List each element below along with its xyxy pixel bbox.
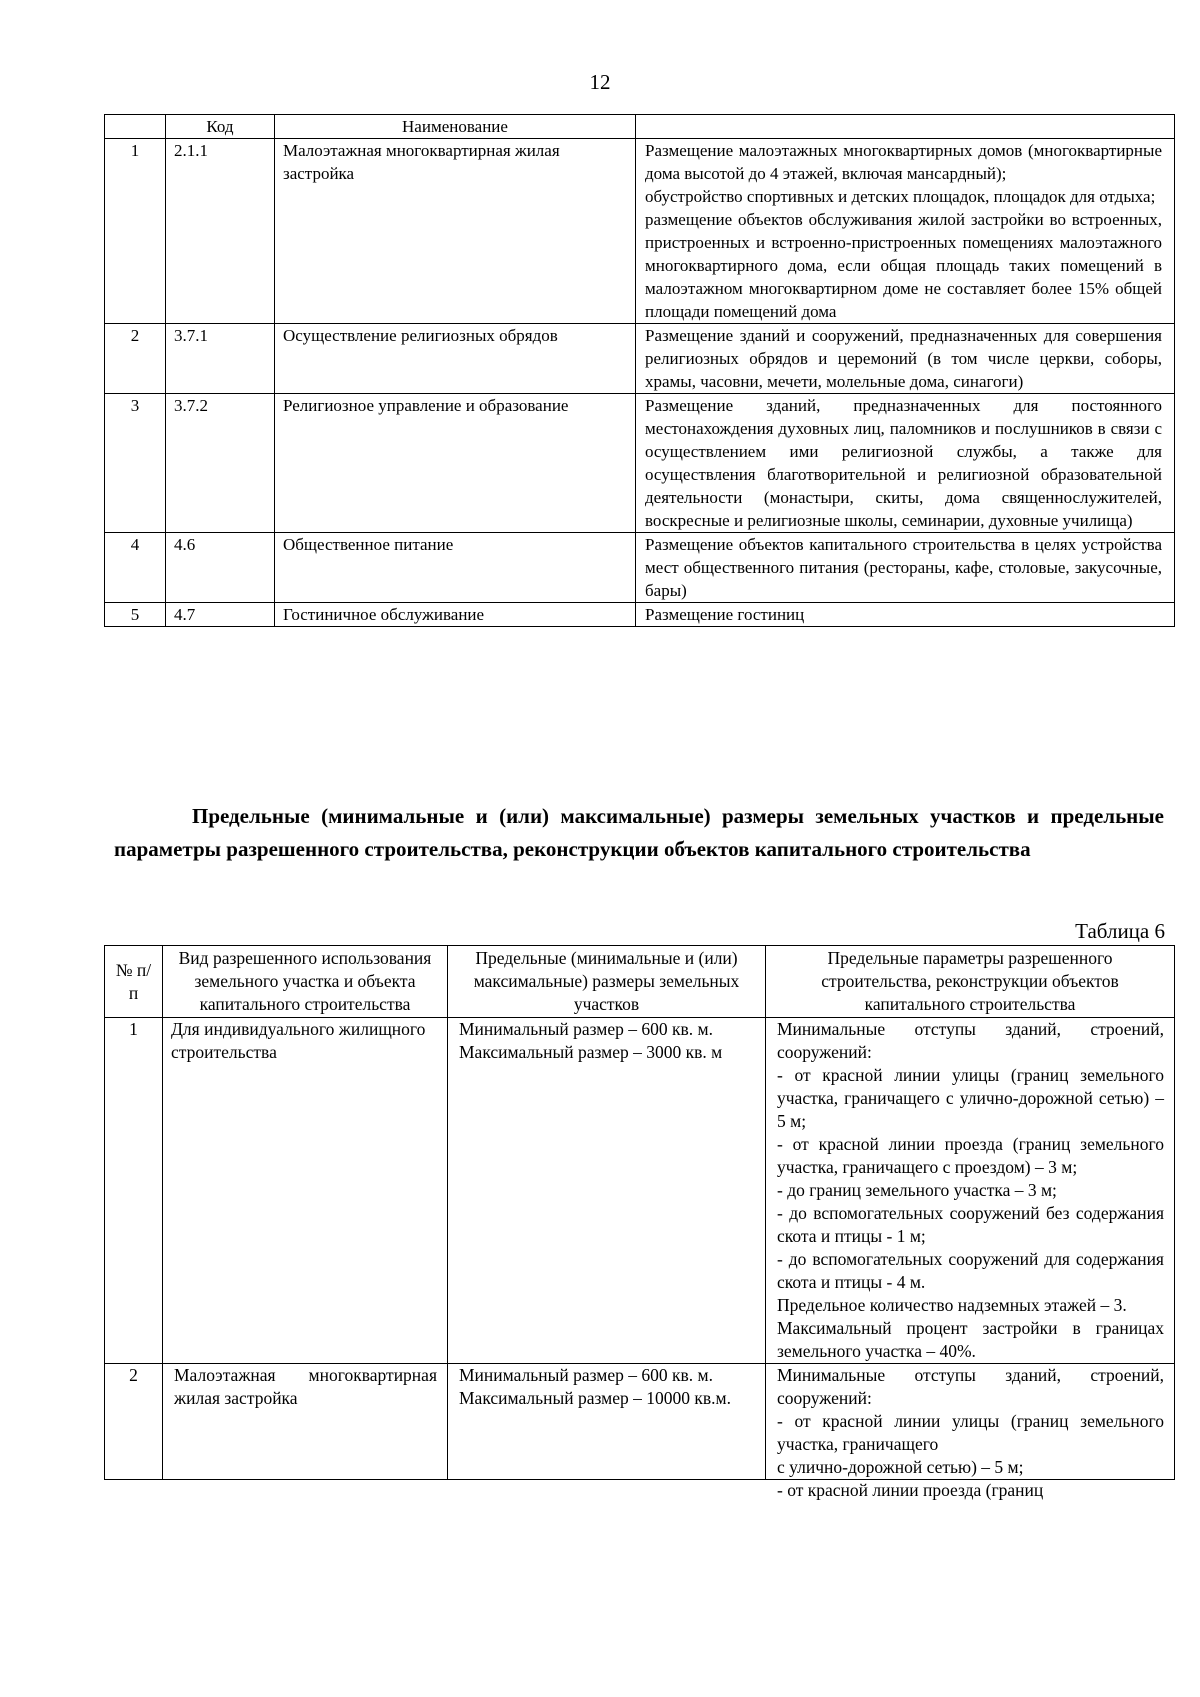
row-name: Осуществление религиозных обрядов	[275, 324, 636, 394]
desc-line: Размещение зданий, предназначенных для постоянного местонахождения духовных лиц, паломников и послушников в связи с осуществлением ими религиозной службы, а также для осуществления благотворительной и религиозной образовательной деятельности (монастыри, скиты, дома священнослужителей, воскресные и религиозные школы, семинарии, духовные училища)	[645, 396, 1162, 530]
header-code: Код	[166, 115, 275, 139]
size-line: Максимальный размер – 10000 кв.м.	[459, 1388, 731, 1408]
header-desc	[636, 115, 1175, 139]
table-row	[105, 1364, 1175, 1480]
param-line: - от красной линии улицы (границ земельного участка, граничащего с улично-дорожной сетью) – 5 м;	[777, 1065, 1164, 1131]
row-use: Для индивидуального жилищного строительства	[163, 1018, 448, 1364]
desc-line: размещение объектов обслуживания жилой застройки во встроенных, пристроенных и встроенно-пристроенных помещениях малоэтажного многоквартирного дома, если общая площадь таких помещений в малоэтажном многоквартирном доме не составляет более 15% общей площади помещений дома	[645, 210, 1162, 321]
page-number: 12	[589, 70, 611, 94]
desc-line: Размещение объектов капитального строительства в целях устройства мест общественного питания (рестораны, кафе, столовые, закусочные, бары)	[645, 535, 1162, 600]
desc-line: обустройство спортивных и детских площадок, площадок для отдыха;	[645, 187, 1156, 206]
size-line: Минимальный размер – 600 кв. м.	[459, 1365, 713, 1385]
row-num: 1	[105, 139, 166, 324]
table-row	[105, 1018, 1175, 1364]
param-line: Максимальный процент застройки в границах земельного участка – 40%.	[777, 1318, 1164, 1361]
row-name: Религиозное управление и образование	[275, 394, 636, 533]
row-sizes	[448, 1018, 766, 1364]
params-clip	[777, 1364, 1164, 1500]
table-header-row	[105, 115, 1175, 139]
desc-line: Размещение малоэтажных многоквартирных домов (многоквартирные дома высотой до 4 этажей, включая мансардный);	[645, 141, 1162, 183]
param-line: Минимальные отступы зданий, строений, сооружений:	[777, 1365, 1164, 1408]
param-line: Предельное количество надземных этажей – 3.	[777, 1295, 1127, 1315]
param-line: с улично-дорожной сетью) – 5 м;	[777, 1457, 1024, 1477]
param-line: - от красной линии проезда (границ	[777, 1480, 1044, 1500]
header-num	[105, 115, 166, 139]
header-name: Наименование	[275, 115, 636, 139]
row-desc	[636, 139, 1175, 324]
row-num: 2	[105, 1364, 163, 1480]
param-line: - до границ земельного участка – 3 м;	[777, 1180, 1057, 1200]
table-header-row	[105, 946, 1175, 1018]
param-line: - от красной линии улицы (границ земельного участка, граничащего	[777, 1411, 1164, 1454]
row-desc	[636, 603, 1175, 627]
row-name: Общественное питание	[275, 533, 636, 603]
row-code: 3.7.1	[166, 324, 275, 394]
row-num: 4	[105, 533, 166, 603]
row-num: 3	[105, 394, 166, 533]
table-row	[105, 533, 1175, 603]
header-use: Вид разрешенного использования земельного участка и объекта капитального строительства	[163, 946, 448, 1018]
row-code: 4.7	[166, 603, 275, 627]
param-line: - от красной линии проезда (границ земельного участка, граничащего с проездом) – 3 м;	[777, 1134, 1164, 1177]
table-row	[105, 139, 1175, 324]
row-params	[766, 1364, 1175, 1500]
desc-line: Размещение зданий и сооружений, предназначенных для совершения религиозных обрядов и церемоний (в том числе церкви, соборы, храмы, часовни, мечети, молельные дома, синагоги)	[645, 326, 1162, 391]
row-code: 3.7.2	[166, 394, 275, 533]
desc-line: Размещение гостиниц	[645, 605, 805, 624]
row-num: 1	[105, 1018, 163, 1364]
row-num: 2	[105, 324, 166, 394]
param-line: - до вспомогательных сооружений для содержания скота и птицы - 4 м.	[777, 1249, 1164, 1292]
param-line: - до вспомогательных сооружений без содержания скота и птицы - 1 м;	[777, 1203, 1164, 1246]
row-sizes	[448, 1364, 766, 1480]
row-name: Гостиничное обслуживание	[275, 603, 636, 627]
size-line: Максимальный размер – 3000 кв. м	[459, 1042, 723, 1062]
row-params	[766, 1018, 1175, 1364]
table-row	[105, 394, 1175, 533]
table-row	[105, 324, 1175, 394]
table-row	[105, 603, 1175, 627]
row-num: 5	[105, 603, 166, 627]
table-label: Таблица 6	[1075, 919, 1165, 943]
row-desc	[636, 324, 1175, 394]
header-sizes: Предельные (минимальные и (или) максимальные) размеры земельных участков	[448, 946, 766, 1018]
header-params: Предельные параметры разрешенного строительства, реконструкции объектов капитального строительства	[766, 946, 1175, 1018]
row-use: Малоэтажная многоквартирная жилая застройка	[163, 1364, 448, 1480]
row-desc	[636, 394, 1175, 533]
size-line: Минимальный размер – 600 кв. м.	[459, 1019, 713, 1039]
row-code: 2.1.1	[166, 139, 275, 324]
row-code: 4.6	[166, 533, 275, 603]
row-desc	[636, 533, 1175, 603]
section-heading: Предельные (минимальные и (или) максимальные) размеры земельных участков и предельные параметры разрешенного строительства, реконструкции объектов капитального строительства	[114, 804, 1164, 861]
limit-parameters-table	[104, 945, 1175, 1500]
permitted-uses-table	[104, 114, 1175, 627]
header-num: № п/п	[105, 946, 163, 1018]
param-line: Минимальные отступы зданий, строений, сооружений:	[777, 1019, 1164, 1062]
row-name: Малоэтажная многоквартирная жилая застройка	[275, 139, 636, 324]
